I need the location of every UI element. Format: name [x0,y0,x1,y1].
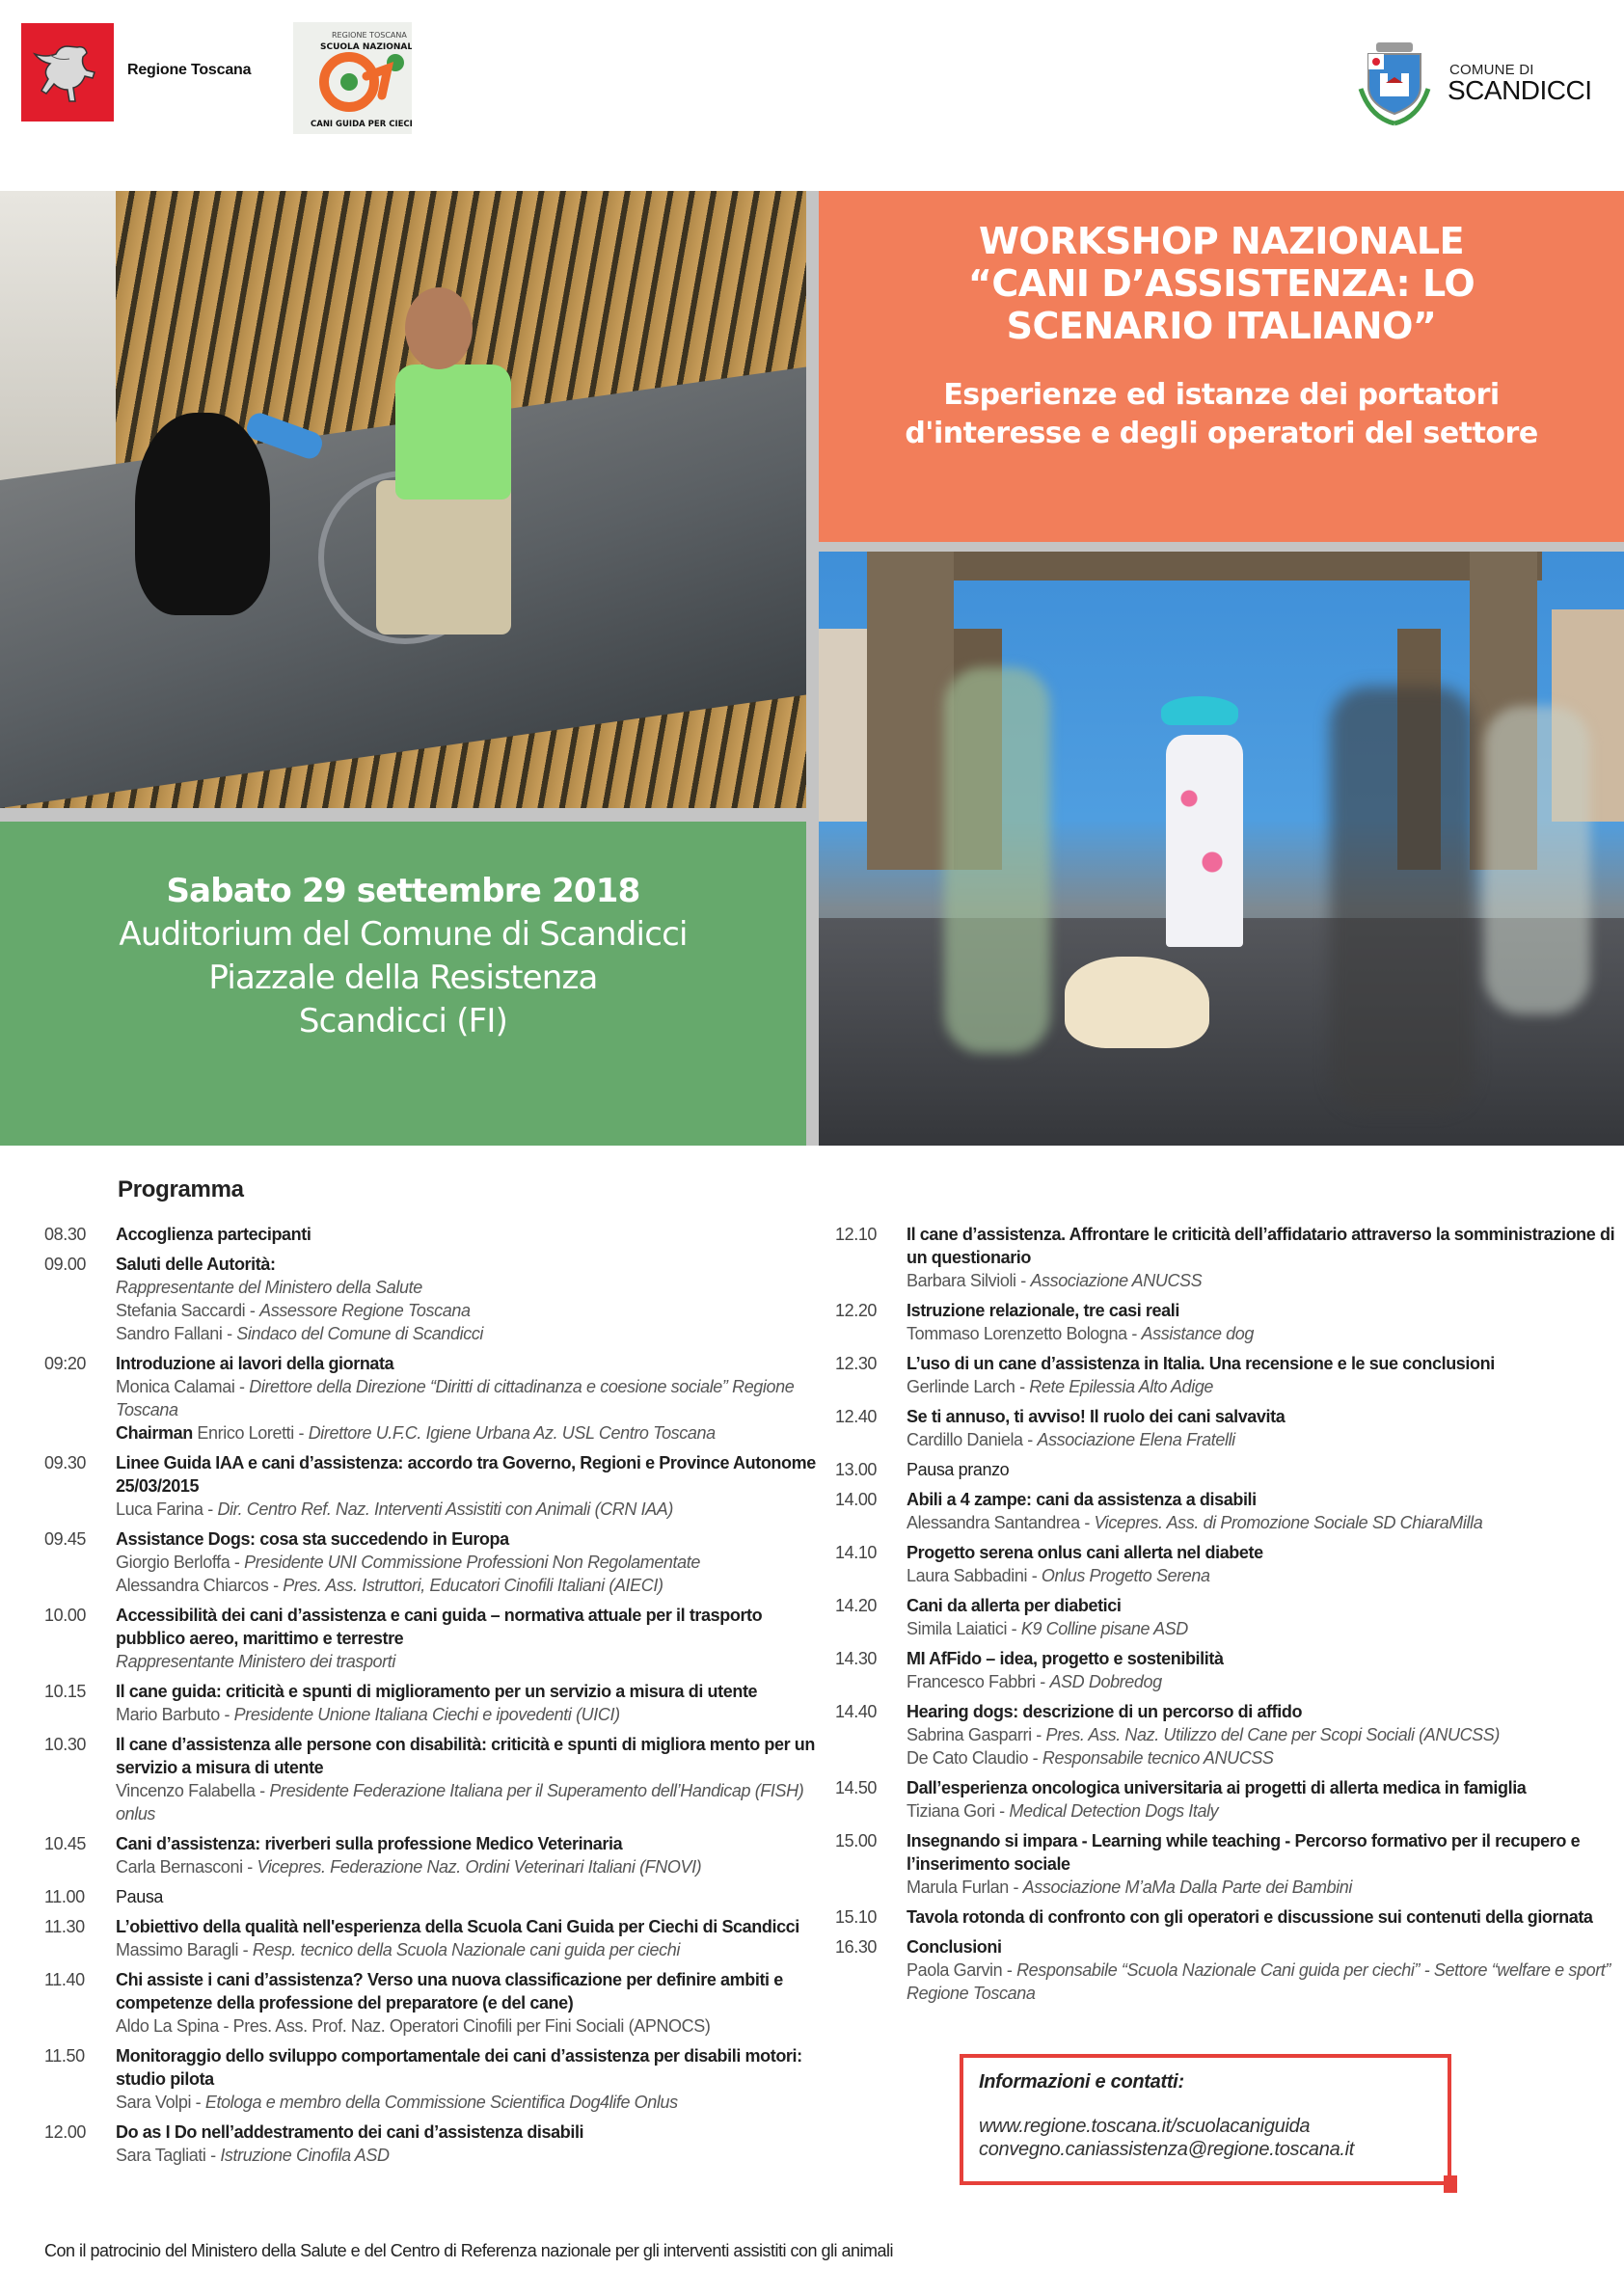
speaker-name: Tiziana Gori - [907,1801,1010,1821]
program-speaker [116,1650,816,1673]
program-speaker [907,1723,1616,1746]
regione-toscana-pegasus-logo [21,23,114,122]
program-topic: Linee Guida IAA e cani d’assistenza: accordo tra Governo, Regioni e Province Autonome 25/03/2015 [116,1453,816,1496]
program-body [907,1647,1616,1693]
program-item [835,1829,1616,1899]
program-item [835,1488,1616,1534]
program-item [835,1458,1616,1481]
speaker-role: Associazione Elena Fratelli [1037,1430,1235,1449]
program-item [44,1352,816,1445]
program-body [116,1527,816,1597]
program-topic: Monitoraggio dello sviluppo comportamentale dei cani d’assistenza per disabili motori: studio pilota [116,2046,802,2089]
speaker-name: De Cato Claudio - [907,1748,1042,1768]
program-item [835,1352,1616,1398]
program-item [835,1541,1616,1587]
contact-corner-mark [1444,2175,1457,2193]
program-body [116,1915,816,1961]
program-time: 14.50 [835,1778,878,1797]
program-speaker [116,1322,816,1345]
photo-head [405,287,473,369]
photo-black-dog [135,413,270,615]
speaker-role: Direttore della Direzione “Diritti di cittadinanza e coesione sociale” Regione Toscana [116,1377,795,1419]
scandicci-label: SCANDICCI [1448,75,1592,105]
speaker-role: Associazione M’aMa Dalla Parte dei Bambini [1022,1877,1353,1897]
program-time: 11.40 [44,1970,85,1989]
speaker-name: Tommaso Lorenzetto Bologna - [907,1324,1142,1343]
program-topic: Dall’esperienza oncologica universitaria ai progetti di allerta medica in famiglia [907,1778,1527,1797]
speaker-name: Monica Calamai - [116,1377,250,1396]
program-speaker [907,1511,1616,1534]
program-time: 14.30 [835,1649,878,1668]
program-topic: Chi assiste i cani d’assistenza? Verso una nuova classificazione per definire ambiti e competenze della professione del preparatore (e del cane) [116,1970,783,2012]
speaker-role: Onlus Progetto Serena [1041,1566,1210,1585]
program-body [907,1905,1616,1929]
program-time: 14.20 [835,1596,878,1615]
program-topic: MI AfFido – idea, progetto e sostenibilità [907,1649,1224,1668]
program-time: 11.50 [44,2046,85,2066]
program-body [907,1458,1616,1481]
program-speaker [907,1428,1616,1451]
program-body [907,1299,1616,1345]
photo-blurred-passerby [1330,687,1475,1111]
speaker-name: Stefania Saccardi - [116,1301,260,1320]
program-body [907,1700,1616,1769]
speaker-name: Luca Farina - [116,1499,218,1519]
program-body [116,1253,816,1345]
program-item [835,1223,1616,1292]
arc-top-text: REGIONE TOSCANA [332,31,407,40]
speaker-name: Sabrina Gasparri - [907,1725,1046,1744]
program-topic: Accessibilità dei cani d’assistenza e cani guida – normativa attuale per il trasporto pubblico aereo, marittimo e terrestre [116,1606,763,1648]
program-time: 11.30 [44,1917,85,1936]
program-topic: Conclusioni [907,1937,1002,1957]
program-body [116,1451,816,1521]
program-topic: L’uso di un cane d’assistenza in Italia. Una recensione e le sue conclusioni [907,1354,1495,1373]
speaker-name: Gerlinde Larch - [907,1377,1030,1396]
speaker-role: Etologa e membro della Commissione Scientifica Dog4life Onlus [204,2093,678,2112]
comune-di-label: COMUNE DI [1449,62,1534,78]
speaker-role: Medical Detection Dogs Italy [1009,1801,1219,1821]
program-body [907,1405,1616,1451]
speaker-name: Sara Volpi - [116,2093,205,2112]
speaker-name: Aldo La Spina - Pres. Ass. Prof. Naz. Operatori Cinofili per Fini Sociali (APNOCS) [116,2016,711,2036]
program-speaker [116,2014,816,2038]
program-speaker [116,1855,816,1878]
program-speaker [907,1269,1616,1292]
program-speaker [116,1276,816,1299]
program-speaker [116,1421,816,1445]
program-body [907,1541,1616,1587]
program-topic: Saluti delle Autorità: [116,1255,276,1274]
program-item [44,1527,816,1597]
program-topic: Abili a 4 zampe: cani da assistenza a disabili [907,1490,1257,1509]
speaker-name: Giorgio Berloffa - [116,1553,245,1572]
program-topic: Il cane d’assistenza. Affrontare le criticità dell’affidatario attraverso la somministrazione di un questionario [907,1225,1615,1267]
speaker-role: Assessore Regione Toscana [259,1301,471,1320]
program-topic: Insegnando si impara - Learning while teaching - Percorso formativo per il recupero e l’inserimento sociale [907,1831,1581,1874]
program-heading: Programma [118,1176,244,1202]
program-time: 13.00 [835,1460,878,1479]
speaker-role: Vicepres. Federazione Naz. Ordini Veterinari Italiani (FNOVI) [257,1857,702,1877]
subtitle-line: Esperienze ed istanze dei portatori [943,378,1500,412]
program-speaker [907,1322,1616,1345]
speaker-role: Resp. tecnico della Scuola Nazionale cani guida per ciechi [252,1940,680,1959]
program-speaker [116,2091,816,2114]
speaker-name: Enrico Loretti - [192,1423,309,1443]
program-item [44,1680,816,1726]
scuola-logo-icon [293,22,412,134]
speaker-role: Responsabile tecnico ANUCSS [1042,1748,1274,1768]
program-time: 09.30 [44,1453,87,1472]
photo-man-wheelchair-guide-dog [0,191,806,808]
program-topic: Introduzione ai lavori della giornata [116,1354,394,1373]
speaker-role: Direttore U.F.C. Igiene Urbana Az. USL Centro Toscana [308,1423,716,1443]
program-topic: Tavola rotonda di confronto con gli operatori e discussione sui contenuti della giornata [907,1907,1593,1927]
program-item [835,1647,1616,1693]
program-time: 09.45 [44,1529,87,1549]
program-body [116,2120,816,2167]
contact-title: Informazioni e contatti: [979,2071,1184,2093]
speaker-name: Paola Garvin - [907,1960,1017,1980]
photo-floral-dress [1166,735,1243,947]
program-speaker [907,1746,1616,1769]
speaker-role: Presidente UNI Commissione Professioni Non Regolamentate [244,1553,700,1572]
header [0,0,1624,191]
workshop-subtitle [905,376,1537,453]
program-column-right [835,1223,1616,2012]
speaker-role: K9 Colline pisane ASD [1020,1619,1188,1638]
speaker-name: Alessandra Santandrea - [907,1513,1095,1532]
photo-wall [0,191,116,500]
photo-woman-guide-dog-bridge [819,552,1624,1146]
program-body [116,1680,816,1726]
program-body [907,1776,1616,1823]
workshop-title-panel [819,191,1624,542]
program-topic: Pausa pranzo [907,1460,1010,1479]
speaker-role: Responsabile “Scuola Nazionale Cani guida per ciechi” - Settore “welfare e sport” Regione Toscana [907,1960,1610,2003]
program-item [835,1594,1616,1640]
pegasus-icon [29,34,106,111]
program-time: 14.40 [835,1702,878,1721]
contact-email-link[interactable]: convegno.caniassistenza@regione.toscana.it [979,2139,1355,2160]
regione-toscana-label: Regione Toscana [127,62,252,78]
program-time: 11.00 [44,1887,85,1906]
program-topic: L’obiettivo della qualità nell'esperienza della Scuola Cani Guida per Ciechi di Scandicci [116,1917,799,1936]
program-speaker [907,1958,1616,2005]
photo-legs [376,480,511,635]
program-body [116,1968,816,2038]
program-body [116,1885,816,1908]
program-topic: Accoglienza partecipanti [116,1225,311,1244]
program-time: 10.00 [44,1606,87,1625]
speaker-name: Massimo Baragli - [116,1940,253,1959]
program-time: 15.00 [835,1831,878,1850]
program-topic: Cani da allerta per diabetici [907,1596,1122,1615]
program-topic: Assistance Dogs: cosa sta succedendo in Europa [116,1529,509,1549]
speaker-role: Vicepres. Ass. di Promozione Sociale SD ChiaraMilla [1094,1513,1483,1532]
program-time: 12.20 [835,1301,878,1320]
program-speaker [116,1703,816,1726]
program-body [116,2044,816,2114]
program-item [835,1299,1616,1345]
program-time: 12.10 [835,1225,878,1244]
event-date: Sabato 29 settembre 2018 [166,872,640,910]
program-speaker [116,1938,816,1961]
program-body [116,1352,816,1445]
program-speaker [116,1375,816,1421]
speaker-name: Mario Barbuto - [116,1705,234,1724]
program-item [44,1733,816,1825]
speaker-name: Carla Bernasconi - [116,1857,257,1877]
program-time: 16.30 [835,1937,878,1957]
program-topic: Istruzione relazionale, tre casi reali [907,1301,1179,1320]
speaker-role: Assistance dog [1141,1324,1255,1343]
program-body [907,1829,1616,1899]
program-item [44,2044,816,2114]
photo-blurred-passerby [1484,706,1590,1014]
program-topic: Cani d’assistenza: riverberi sulla professione Medico Veterinaria [116,1834,623,1853]
program-item [44,1604,816,1673]
program-item [44,1832,816,1878]
program-speaker [116,1551,816,1574]
program-topic: Hearing dogs: descrizione di un percorso di affido [907,1702,1303,1721]
program-speaker [907,1670,1616,1693]
comune-di-scandicci-logo [1355,35,1606,131]
program-item [835,1776,1616,1823]
venue-line: Auditorium del Comune di Scandicci [119,915,688,954]
speaker-name: Sara Tagliati - [116,2146,221,2165]
program-speaker [116,1574,816,1597]
patronage-footer: Con il patrocinio del Ministero della Salute e del Centro di Referenza nazionale per gli interventi assistiti con gli animali [44,2241,893,2260]
program-speaker [116,1498,816,1521]
program-speaker [907,1876,1616,1899]
speaker-role: Presidente Unione Italiana Ciechi e ipovedenti (UICI) [233,1705,620,1724]
speaker-name: Vincenzo Falabella - [116,1781,270,1800]
speaker-role: Pres. Ass. Istruttori, Educatori Cinofili Italiani (AIECI) [283,1576,663,1595]
speaker-role: Istruzione Cinofila ASD [220,2146,390,2165]
photo-labrador-guide-dog [1065,957,1209,1048]
photo-shirt [395,365,511,500]
program-item [44,1223,816,1246]
photo-blurred-passerby [944,667,1050,1053]
program-time: 08.30 [44,1225,87,1244]
program-item [835,1700,1616,1769]
photo-woman-with-hat [1156,696,1248,947]
speaker-name: Sandro Fallani - [116,1324,237,1343]
speaker-name: Laura Sabbadini - [907,1566,1042,1585]
program-time: 10.15 [44,1682,87,1701]
program-topic: Do as I Do nell’addestramento dei cani d’assistenza disabili [116,2122,584,2142]
program-speaker [907,1564,1616,1587]
speaker-name: Cardillo Daniela - [907,1430,1038,1449]
program-item [835,1405,1616,1451]
speaker-role: Rete Epilessia Alto Adige [1029,1377,1214,1396]
svg-text:SCUOLA NAZIONALE: SCUOLA NAZIONALE [320,42,412,52]
program-topic: Se ti annuso, ti avviso! Il ruolo dei cani salvavita [907,1407,1286,1426]
program-body [116,1832,816,1878]
program-body [907,1223,1616,1292]
program-item [44,1915,816,1961]
speaker-role: Associazione ANUCSS [1030,1271,1203,1290]
program-body [907,1935,1616,2005]
venue-line: Piazzale della Resistenza [208,959,598,997]
speaker-role: Sindaco del Comune di Scandicci [236,1324,484,1343]
program-time: 12.00 [44,2122,87,2142]
photo-arch-top [867,552,1542,581]
photo-pillar-left [867,552,954,870]
program-item [44,1885,816,1908]
program-time: 14.10 [835,1543,878,1562]
speaker-role: Dir. Centro Ref. Naz. Interventi Assistiti con Animali (CRN IAA) [217,1499,673,1519]
program-item [44,1968,816,2038]
speaker-name: Barbara Silvioli - [907,1271,1031,1290]
contact-box [960,2054,1451,2185]
speaker-name: Marula Furlan - [907,1877,1023,1897]
program-item [44,2120,816,2167]
program-time: 09:20 [44,1354,87,1373]
contact-website-link[interactable]: www.regione.toscana.it/scuolacaniguida [979,2116,1311,2137]
program-time: 12.30 [835,1354,878,1373]
event-date-venue-panel [0,822,806,1146]
speaker-name: Alessandra Chiarcos - [116,1576,284,1595]
program-time: 15.10 [835,1907,878,1927]
photo-man-in-wheelchair [318,287,550,635]
program-speaker [907,1799,1616,1823]
program-item [835,1935,1616,2005]
program-time: 10.30 [44,1735,87,1754]
speaker-chair-label: Chairman [116,1423,193,1443]
program-item [44,1253,816,1345]
program-topic: Il cane guida: criticità e spunti di miglioramento per un servizio a misura di utente [116,1682,758,1701]
scuola-nazionale-cani-guida-logo [293,22,412,134]
program-topic: Pausa [116,1887,164,1906]
program-speaker [116,1299,816,1322]
program-body [907,1488,1616,1534]
program-body [116,1604,816,1673]
workshop-title-line: WORKSHOP NAZIONALE [978,220,1465,262]
workshop-title-line: “CANI D’ASSISTENZA: LO [967,262,1475,305]
speaker-name: Simila Laiatici - [907,1619,1021,1638]
program-column-left [44,1223,816,2174]
program-item [835,1905,1616,1929]
program-body [907,1352,1616,1398]
program-time: 12.40 [835,1407,878,1426]
program-topic: Progetto serena onlus cani allerta nel diabete [907,1543,1263,1562]
program-speaker [116,2144,816,2167]
program-speaker [907,1375,1616,1398]
speaker-role: Presidente Federazione Italiana per il Superamento dell’Handicap (FISH) onlus [116,1781,804,1823]
hero-grid [0,191,1624,1146]
program-speaker [907,1617,1616,1640]
program-time: 09.00 [44,1255,87,1274]
contact-spacer [979,2093,1432,2115]
program-body [907,1594,1616,1640]
program-time: 14.00 [835,1490,878,1509]
speaker-name: Francesco Fabbri - [907,1672,1050,1691]
venue-line: Scandicci (FI) [298,1002,508,1040]
subtitle-line: d'interesse e degli operatori del settore [905,417,1538,450]
program-body [116,1733,816,1825]
program-body [116,1223,816,1246]
program-speaker [116,1779,816,1825]
photo-turquoise-hat [1161,696,1238,725]
program-item [44,1451,816,1521]
speaker-role: Pres. Ass. Naz. Utilizzo del Cane per Scopi Sociali (ANUCSS) [1045,1725,1500,1744]
workshop-title-line: SCENARIO ITALIANO” [1006,305,1437,347]
svg-text:CANI GUIDA PER CIECHI: CANI GUIDA PER CIECHI [311,120,412,129]
scandicci-crest-icon [1355,35,1434,127]
program-topic: Il cane d’assistenza alle persone con disabilità: criticità e spunti di migliora mento per un servizio a misura di utente [116,1735,815,1777]
speaker-role: Rappresentante del Ministero della Salute [116,1278,422,1297]
speaker-role: ASD Dobredog [1049,1672,1162,1691]
program-time: 10.45 [44,1834,87,1853]
speaker-role: Rappresentante Ministero dei trasporti [116,1652,395,1671]
